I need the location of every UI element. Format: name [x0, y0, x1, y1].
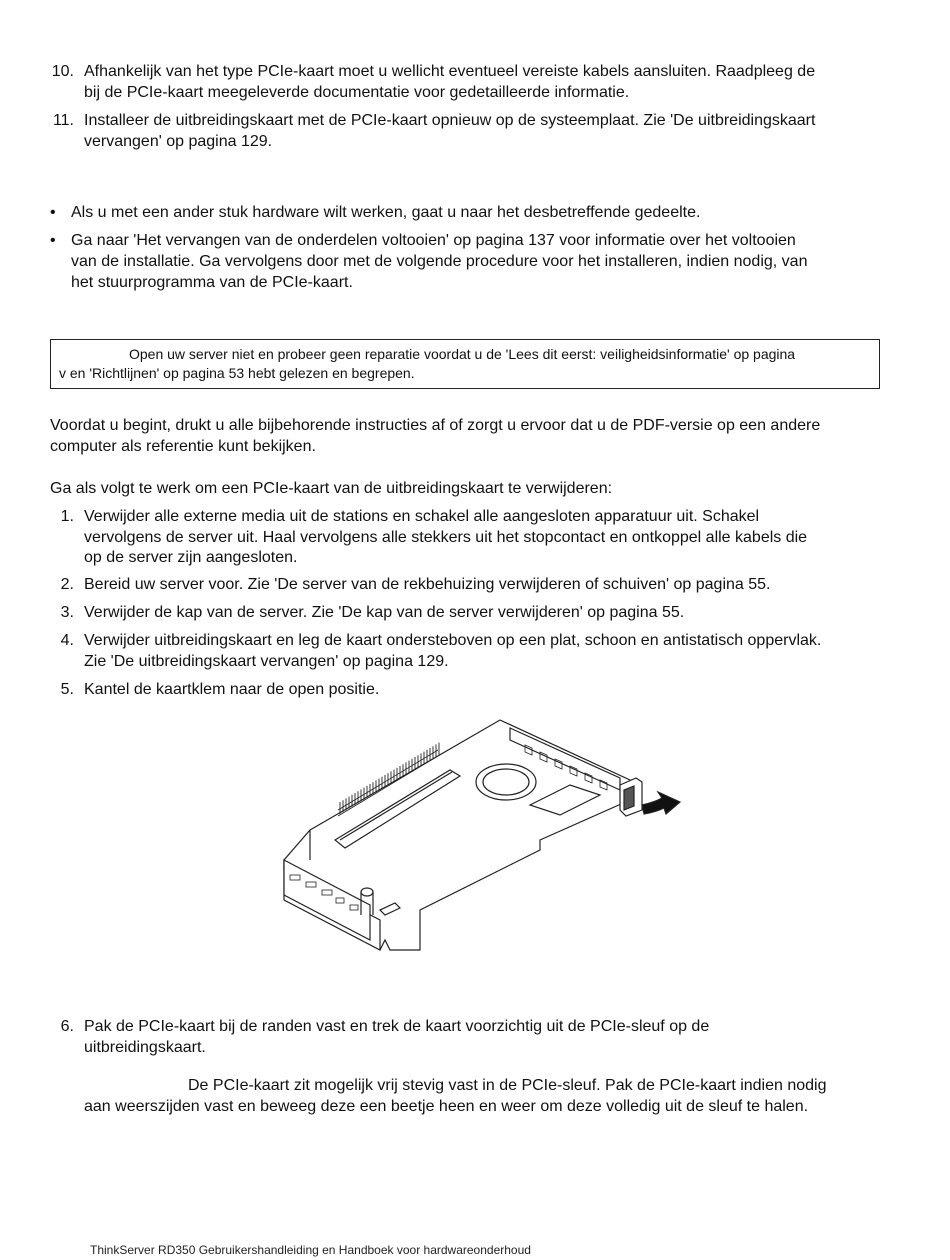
paragraph-line: Voordat u begint, drukt u alle bijbehorende instructies af of zorgt u ervoor dat u de PDF-versie op een andere	[50, 417, 821, 434]
step-text-line: vervangen' op pagina 129.	[84, 133, 273, 150]
step-text-line: Pak de PCIe-kaart bij de randen vast en trek de kaart voorzichtig uit de PCIe-sleuf op de	[84, 1018, 710, 1035]
bullet-icon: •	[50, 204, 56, 221]
step-text-line: bij de PCIe-kaart meegeleverde documentatie voor gedetailleerde informatie.	[84, 84, 630, 101]
step-text-line: Bereid uw server voor. Zie 'De server van de rekbehuizing verwijderen of schuiven' op pagina 55.	[84, 576, 771, 593]
step-text-line: Kantel de kaartklem naar de open positie.	[84, 681, 380, 698]
step-text-line: uitbreidingskaart.	[84, 1039, 206, 1056]
notice-text-line: Open uw server niet en probeer geen reparatie voordat u de 'Lees dit eerst: veiligheidsinformatie' op pagina	[129, 346, 796, 362]
step-text-line: Zie 'De uitbreidingskaart vervangen' op pagina 129.	[84, 653, 449, 670]
procedure-intro: Ga als volgt te werk om een PCIe-kaart van de uitbreidingskaart te verwijderen:	[50, 480, 613, 497]
step-number: 6.	[60, 1018, 74, 1035]
page-footer: ThinkServer RD350 Gebruikershandleiding en Handboek voor hardwareonderhoud	[90, 1243, 531, 1257]
bullet-text-line: van de installatie. Ga vervolgens door met de volgende procedure voor het installeren, indien nodig, van	[71, 253, 808, 270]
bullet-text-line: Als u met een ander stuk hardware wilt werken, gaat u naar het desbetreffende gedeelte.	[71, 204, 701, 221]
step-number: 2.	[60, 576, 74, 593]
step-text-line: Verwijder uitbreidingskaart en leg de kaart ondersteboven op een plat, schoon en antistatisch oppervlak.	[84, 632, 822, 649]
riser-card-illustration	[270, 710, 690, 960]
step-number: 3.	[60, 604, 74, 621]
step-text-line: Verwijder alle externe media uit de stations en schakel alle aangesloten apparatuur uit. Schakel	[84, 508, 760, 525]
notice-text-line: v en 'Richtlijnen' op pagina 53 hebt gelezen en begrepen.	[59, 365, 415, 381]
step-number: 4.	[60, 632, 74, 649]
step-text-line: Verwijder de kap van de server. Zie 'De kap van de server verwijderen' op pagina 55.	[84, 604, 685, 621]
bullet-text-line: Ga naar 'Het vervangen van de onderdelen voltooien' op pagina 137 voor informatie over het voltooien	[71, 232, 796, 249]
step-text-line: vervolgens de server uit. Haal vervolgens alle stekkers uit het stopcontact en ontkoppel alle kabels die	[84, 529, 808, 546]
note-text-line: aan weerszijden vast en beweeg deze een beetje heen en weer om deze volledig uit de sleuf te halen.	[84, 1098, 809, 1115]
bullet-icon: •	[50, 232, 56, 249]
step-text-line: Installeer de uitbreidingskaart met de PCIe-kaart opnieuw op de systeemplaat. Zie 'De uitbreidingskaart	[84, 112, 816, 129]
step-number: 5.	[60, 681, 74, 698]
step-text-line: Afhankelijk van het type PCIe-kaart moet u wellicht eventueel vereiste kabels aansluiten. Raadpleeg de	[84, 63, 816, 80]
safety-notice-box	[50, 339, 880, 389]
step-number: 11.	[52, 112, 74, 129]
step-number: 10.	[51, 63, 74, 80]
note-text-line: De PCIe-kaart zit mogelijk vrij stevig vast in de PCIe-sleuf. Pak de PCIe-kaart indien nodig	[188, 1077, 827, 1094]
step-number: 1.	[60, 508, 74, 525]
step-text-line: op de server zijn aangesloten.	[84, 549, 298, 566]
bullet-text-line: het stuurprogramma van de PCIe-kaart.	[71, 274, 353, 291]
paragraph-line: computer als referentie kunt bekijken.	[50, 438, 316, 455]
